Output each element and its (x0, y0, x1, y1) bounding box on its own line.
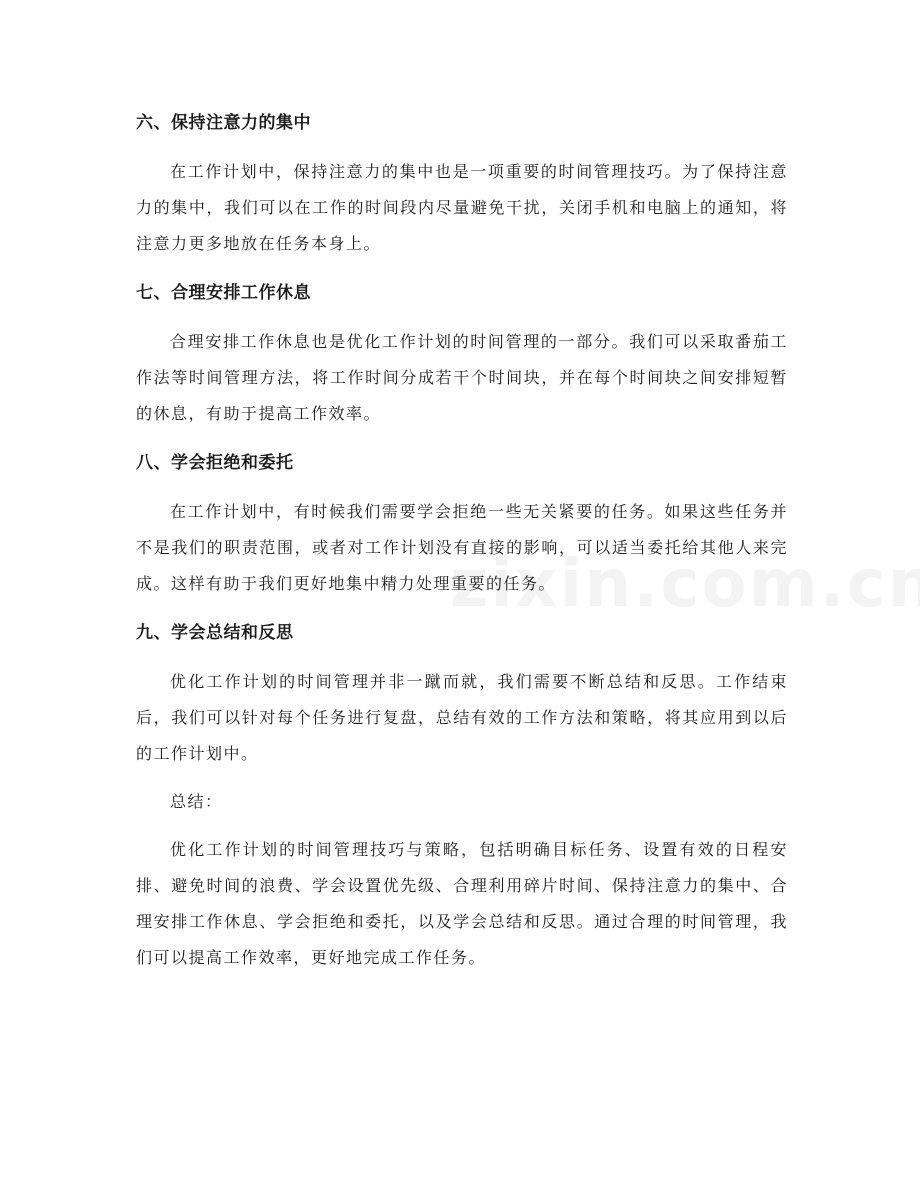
section-heading-9: 九、学会总结和反思 (136, 623, 294, 643)
section-body-7: 合理安排工作休息也是优化工作计划的时间管理的一部分。我们可以采取番茄工作法等时间管理方法，将工作时间分成若干个时间块，并在每个时间块之间安排短暂的休息，有助于提高工作效率。 (136, 332, 788, 423)
section-body-9: 优化工作计划的时间管理并非一蹴而就，我们需要不断总结和反思。工作结束后，我们可以针对每个任务进行复盘，总结有效的工作方法和策略，将其应用到以后的工作计划中。 (136, 672, 788, 763)
section-body-8: 在工作计划中，有时候我们需要学会拒绝一些无关紧要的任务。如果这些任务并不是我们的职责范围，或者对工作计划没有直接的影响，可以适当委托给其他人来完成。这样有助于我们更好地集中精力处理重要的任务。 (136, 502, 788, 593)
section-heading-8: 八、学会拒绝和委托 (136, 453, 294, 473)
section-heading-6: 六、保持注意力的集中 (136, 113, 311, 133)
document-content (136, 104, 788, 988)
section-heading-7: 七、合理安排工作休息 (136, 283, 311, 303)
summary-body: 优化工作计划的时间管理技巧与策略，包括明确目标任务、设置有效的日程安排、避免时间的浪费、学会设置优先级、合理利用碎片时间、保持注意力的集中、合理安排工作休息、学会拒绝和委托，以及学会总结和反思。通过合理的时间管理，我们可以提高工作效率，更好地完成工作任务。 (136, 840, 788, 967)
summary-label: 总结： (170, 792, 223, 811)
section-body-6: 在工作计划中，保持注意力的集中也是一项重要的时间管理技巧。为了保持注意力的集中，我们可以在工作的时间段内尽量避免干扰，关闭手机和电脑上的通知，将注意力更多地放在任务本身上。 (136, 162, 788, 253)
